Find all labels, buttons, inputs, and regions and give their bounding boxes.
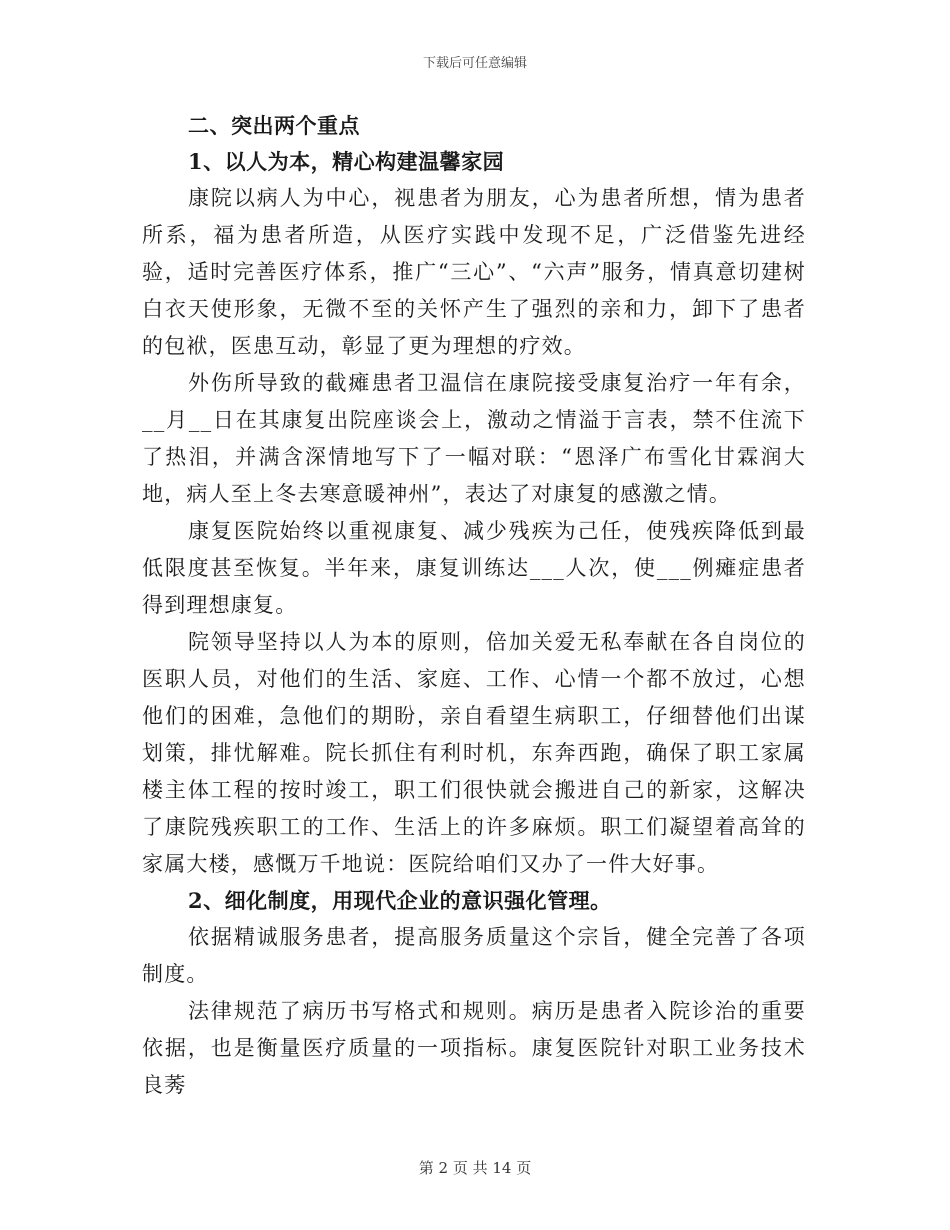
- paragraph: 康院以病人为中心，视患者为朋友，心为患者所想，情为患者所系，福为患者所造，从医疗实践中发现不足，广泛借鉴先进经验，适时完善医疗体系，推广“三心”、“六声”服务，情真意切建树白衣天使形象，无微不至的关怀产生了强烈的亲和力，卸下了患者的包袱，医患互动，彰显了更为理想的疗效。: [142, 186, 806, 358]
- paragraph: 法律规范了病历书写格式和规则。病历是患者入院诊治的重要依据，也是衡量医疗质量的一项指标。康复医院针对职工业务技术良莠: [142, 999, 806, 1097]
- paragraph: 院领导坚持以人为本的原则，倍加关爱无私奉献在各自岗位的医职人员，对他们的生活、家庭、工作、心情一个都不放过，心想他们的困难，急他们的期盼，亲自看望生病职工，仔细替他们出谋划策，排忧解难。院长抓住有利时机，东奔西跑，确保了职工家属楼主体工程的按时竣工，职工们很快就会搬进自己的新家，这解决了康院残疾职工的工作、生活上的许多麻烦。职工们凝望着高耸的家属大楼，感慨万千地说：医院给咱们又办了一件大好事。: [142, 630, 806, 876]
- page-number: 第 2 页 共 14 页: [418, 1159, 532, 1177]
- document-body: [142, 108, 806, 1104]
- subsection-heading-1: 1、以人为本，精心构建温馨家园: [188, 149, 505, 174]
- paragraph: 康复医院始终以重视康复、减少残疾为己任，使残疾降低到最低限度甚至恢复。半年来，康复训练达___人次，使___例瘫症患者得到理想康复。: [142, 519, 806, 617]
- paragraph: 依据精诚服务患者，提高服务质量这个宗旨，健全完善了各项制度。: [142, 925, 806, 986]
- section-heading: 二、突出两个重点: [188, 113, 360, 138]
- paragraph: 外伤所导致的截瘫患者卫温信在康院接受康复治疗一年有余，__月__日在其康复出院座谈会上，激动之情溢于言表，禁不住流下了热泪，并满含深情地写下了一幅对联：“恩泽广布雪化甘霖润大地，病人至上冬去寒意暖神州”，表达了对康复的感激之情。: [142, 371, 806, 506]
- subsection-heading-2: 2、细化制度，用现代企业的意识强化管理。: [188, 888, 612, 913]
- page-header-note: 下载后可任意编辑: [422, 56, 527, 71]
